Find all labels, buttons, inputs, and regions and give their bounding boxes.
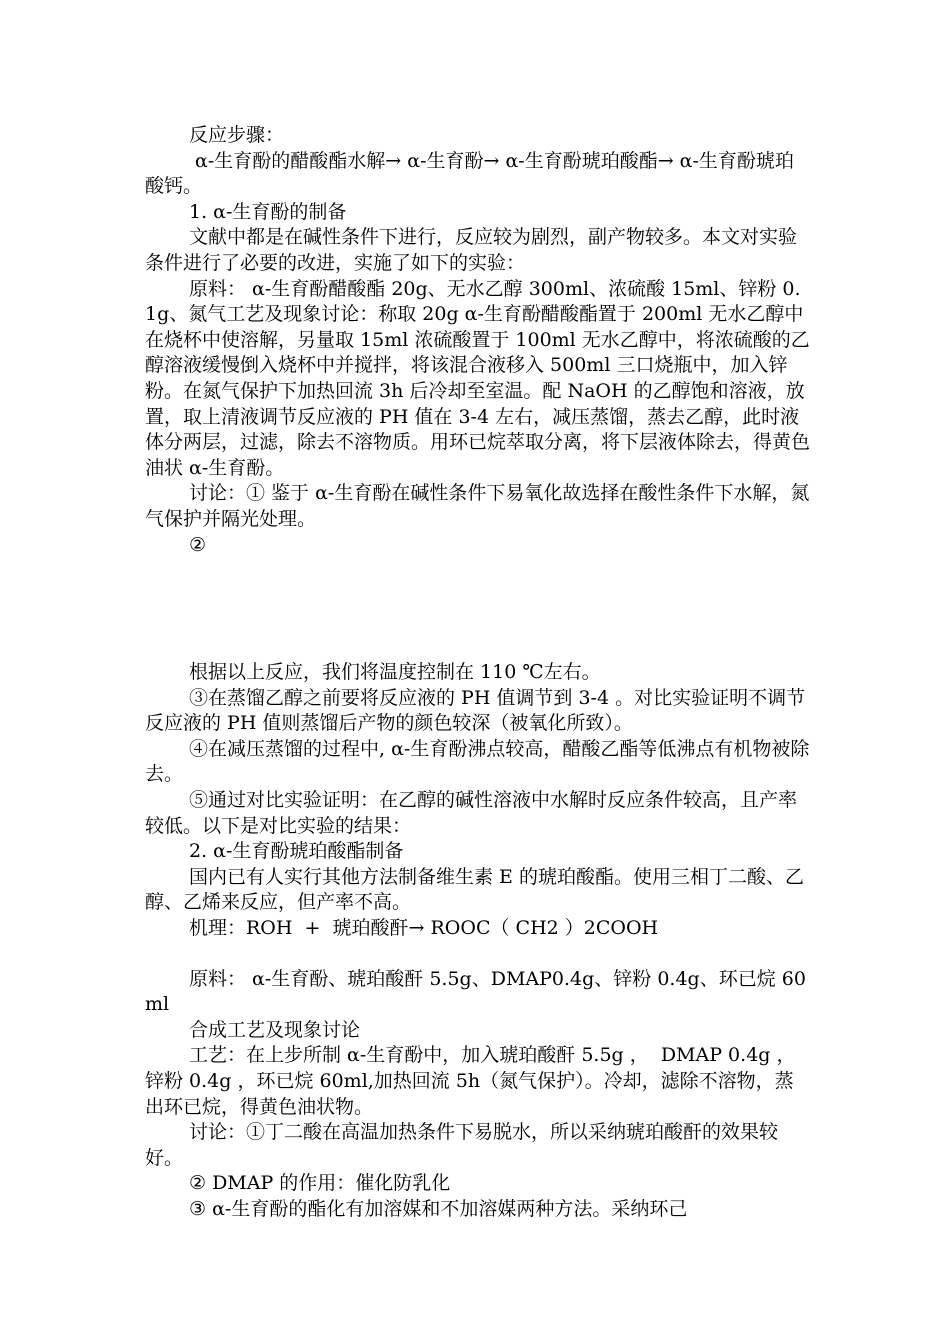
- temperature-note: 根据以上反应，我们将温度控制在 110 ℃左右。: [189, 661, 601, 684]
- discussion-2-point-3: ③ α-生育酚的酯化有加溶媒和不加溶媒两种方法。采纳环己: [189, 1197, 688, 1220]
- discussion-point-4: ④在减压蒸馏的过程中, α-生育酚沸点较高，醋酸乙酯等低沸点有机物被除去。: [145, 737, 810, 786]
- blank-line: [145, 942, 810, 967]
- discussion-2-point-2: ② DMAP 的作用：催化防乳化: [189, 1172, 451, 1195]
- discussion-point-1: 讨论：① 鉴于 α-生育酚在碱性条件下易氧化故选择在酸性条件下水解，氮气保护并隔光处理。: [145, 482, 810, 530]
- domestic-methods-paragraph: 国内已有人实行其他方法制备维生素 E 的琥珀酸酯。使用三相丁二酸、乙醇、乙烯来反应，但产率不高。: [145, 865, 804, 914]
- blank-space: [145, 558, 810, 660]
- section-1-heading: 1. α-生育酚的制备: [189, 200, 347, 223]
- materials-paragraph-2: 原料： α-生育酚、琥珀酸酐 5.5g、DMAP0.4g、锌粉 0.4g、环已烷 60ml: [145, 967, 806, 1016]
- reaction-steps-sequence: α-生育酚的醋酸酯水解→ α-生育酚→ α-生育酚琥珀酸酯→ α-生育酚琥珀酸钙。: [145, 149, 794, 198]
- discussion-2-point-1: 讨论：①丁二酸在高温加热条件下易脱水，所以采纳琥珀酸酐的效果较好。: [145, 1121, 779, 1169]
- mechanism-line: 机理：ROH + 琥珀酸酐→ ROOC（ CH2 ）2COOH: [189, 917, 659, 940]
- discussion-point-5: ⑤通过对比实验证明：在乙醇的碱性溶液中水解时反应条件较高，且产率较低。以下是对比实验的结果：: [145, 789, 798, 837]
- discussion-point-2: ②: [189, 533, 207, 556]
- section-2-heading: 2. α-生育酚琥珀酸酯制备: [189, 840, 404, 863]
- discussion-point-3: ③在蒸馏乙醇之前要将反应液的 PH 值调节到 3-4 。对比实验证明不调节反应液的 PH 值则蒸馏后产物的颜色较深（被氧化所致）。: [145, 686, 806, 735]
- reaction-steps-heading: 反应步骤：: [189, 124, 285, 146]
- literature-paragraph: 文献中都是在碱性条件下进行，反应较为剧烈，副产物较多。本文对实验条件进行了必要的改进，实施了如下的实验：: [145, 226, 798, 274]
- synthesis-heading: 合成工艺及现象讨论: [189, 1018, 361, 1041]
- process-paragraph-2: 工艺：在上步所制 α-生育酚中，加入琥珀酸酐 5.5g ， DMAP 0.4g ，锌粉 0.4g ，环已烷 60ml,加热回流 5h（氮气保护）。冷却，滤除不溶物，蒸出环已烷，得黄色油状物。: [145, 1044, 796, 1118]
- document-body: [145, 123, 810, 1223]
- materials-process-paragraph: 原料： α-生育酚醋酸酯 20g、无水乙醇 300ml、浓硫酸 15ml、锌粉 0.1g、氮气工艺及现象讨论：称取 20g α-生育酚醋酸酯置于 200ml 无水乙醇中在烧杯中使溶解，另量取 15ml 浓硫酸置于 100ml 无水乙醇中，将浓硫酸的乙醇溶液缓慢倒入烧杯中并搅拌，将该混合液移入 500ml 三口烧瓶中，加入锌粉。在氮气保护下加热回流 3h 后冷却至室温。配 NaOH 的乙醇饱和溶液，放置，取上清液调节反应液的 PH 值在 3-4 左右，减压蒸馏，蒸去乙醇，此时液体分两层，过滤，除去不溶物质。用环已烷萃取分离，将下层液体除去，得黄色油状 α-生育酚。: [145, 277, 811, 479]
